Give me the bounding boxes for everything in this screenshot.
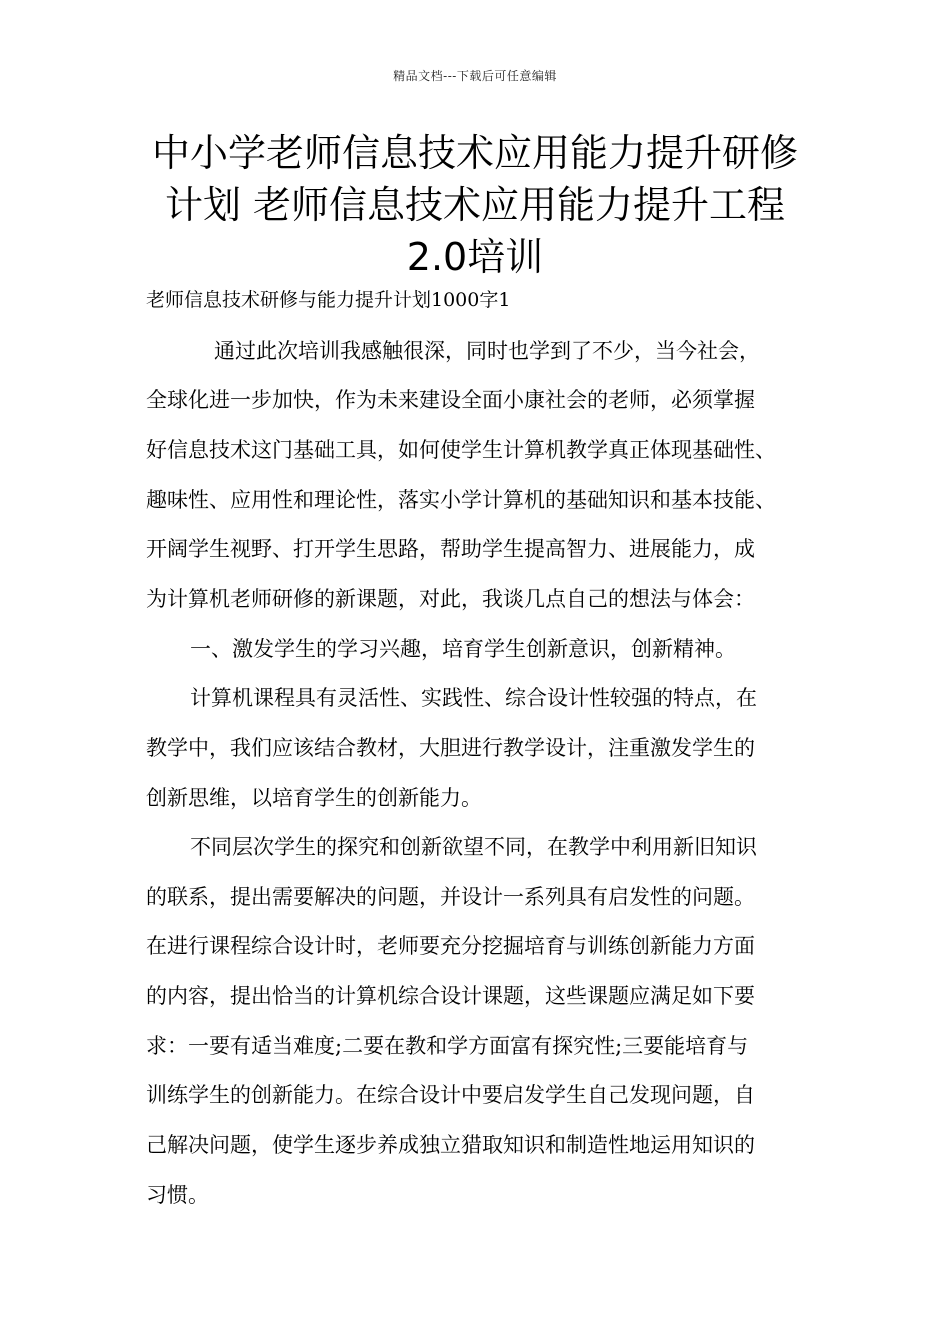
- body-line: 在进行课程综合设计时，老师要充分挖掘培育与训练创新能力方面: [146, 934, 755, 958]
- body-line: 通过此次培训我感触很深，同时也学到了不少，当今社会，: [214, 339, 760, 363]
- document-subtitle: 老师信息技术研修与能力提升计划1000字1: [146, 289, 511, 311]
- document-title: [130, 127, 820, 283]
- body-line: 不同层次学生的探究和创新欲望不同，在教学中利用新旧知识: [190, 835, 757, 859]
- body-line: 训练学生的创新能力。在综合设计中要启发学生自己发现问题，自: [146, 1083, 755, 1107]
- body-line: 的联系，提出需要解决的问题，并设计一系列具有启发性的问题。: [146, 885, 755, 909]
- section-heading: 一、激发学生的学习兴趣，培育学生创新意识，创新精神。: [190, 637, 736, 661]
- body-line: 全球化进一步加快，作为未来建设全面小康社会的老师，必须掌握: [146, 388, 755, 412]
- title-line-3: 2.0培训: [406, 235, 544, 279]
- body-line: 创新思维，以培育学生的创新能力。: [146, 786, 482, 810]
- body-line: 己解决问题，使学生逐步养成独立猎取知识和制造性地运用知识的: [146, 1133, 755, 1157]
- title-line-2: 计划 老师信息技术应用能力提升工程: [164, 183, 786, 227]
- header-note: 精品文档---下载后可任意编辑: [393, 69, 557, 83]
- body-line: 为计算机老师研修的新课题，对此，我谈几点自己的想法与体会：: [146, 587, 755, 611]
- body-line: 好信息技术这门基础工具，如何使学生计算机教学真正体现基础性、: [146, 438, 776, 462]
- body-line: 习惯。: [146, 1183, 209, 1207]
- title-line-1: 中小学老师信息技术应用能力提升研修: [151, 131, 798, 175]
- body-line: 的内容，提出恰当的计算机综合设计课题，这些课题应满足如下要: [146, 984, 755, 1008]
- body-line: 教学中，我们应该结合教材，大胆进行教学设计，注重激发学生的: [146, 736, 755, 760]
- body-line: 开阔学生视野、打开学生思路，帮助学生提高智力、进展能力，成: [146, 537, 755, 561]
- body-line: 计算机课程具有灵活性、实践性、综合设计性较强的特点，在: [190, 686, 757, 710]
- body-line: 求：一要有适当难度;二要在教和学方面富有探究性;三要能培育与: [146, 1034, 749, 1058]
- body-line: 趣味性、应用性和理论性，落实小学计算机的基础知识和基本技能、: [146, 488, 776, 512]
